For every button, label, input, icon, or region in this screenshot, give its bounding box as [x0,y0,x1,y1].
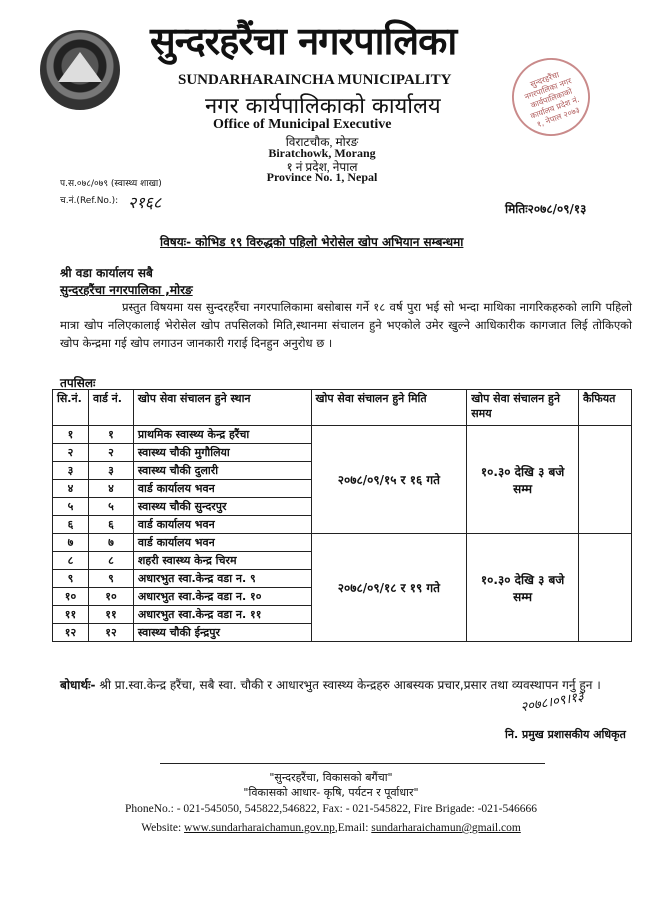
cell-time-group-2: १०.३० देखि ३ बजे सम्म [467,534,579,642]
cell-sn: ८ [53,552,89,570]
handwritten-signature: २०७८।०९।१३ [519,689,586,716]
cell-sn: ३ [53,462,89,480]
footer-divider [160,763,545,764]
header-ward: वार्ड नं. [88,390,133,426]
cell-date-group-1: २०७८/०९/१५ र १६ गते [311,426,467,534]
cell-ward: ६ [88,516,133,534]
cell-sn: ६ [53,516,89,534]
province-np: १ नं प्रदेश, नेपाल [286,160,358,174]
cell-ward: २ [88,444,133,462]
fiscal-year-label: प.स.०७८/०७९ (स्वास्थ्य शाखा) [60,179,162,189]
cell-ward: ११ [88,606,133,624]
table-row [53,426,632,444]
office-title-en: Office of Municipal Executive [213,117,392,132]
addressee-line-1: श्री वडा कार्यालय सबै [60,266,153,280]
letter-body: प्रस्तुत विषयमा यस सुन्दरहरैंचा नगरपालिकामा बसोबास गर्ने १८ वर्ष पुरा भई सो भन्दा माथिका नागरिकहरुको लागि पहिलो मात्रा खोप नलिएकालाई भेरोसेल खोप तपसिलको मिति,स्थानमा संचालन हुने भएकोले उमेर खुल्ने आधिकारीक कागजात लिई तोकिएको खोप केन्द्रमा गई खोप लगाउन जानकारी गराई दिनहुन अनुरोध छ । [60,300,632,350]
cell-place: शहरी स्वास्थ्य केन्द्र चिरम [133,552,311,570]
email-link[interactable]: sundarharaichamun@gmail.com [371,822,521,834]
vaccination-schedule-table [52,389,632,642]
cell-ward: १ [88,426,133,444]
cell-place: स्वास्थ्य चौकी दुलारी [133,462,311,480]
header-place: खोप सेवा संचालन हुने स्थान [133,390,311,426]
cell-place: अधारभुत स्वा.केन्द्र वडा न. ९ [133,570,311,588]
cell-ward: ५ [88,498,133,516]
stamp-text: सुन्दरहरैंचा नगरपालिका नगर कार्यपालिकाको कार्यालय प्रदेश नं. १, नेपाल २०७३ [523,70,581,130]
cell-place: वार्ड कार्यालय भवन [133,480,311,498]
website-label: Website: [141,822,182,834]
header-remarks: कैफियत [578,390,631,426]
cell-sn: २ [53,444,89,462]
ref-no-label: च.नं.(Ref.No.): [60,196,119,206]
municipality-title-en: SUNDARHARAINCHA MUNICIPALITY [178,72,452,88]
cell-sn: १ [53,426,89,444]
website-link[interactable]: www.sundarharaichamun.gov.np [184,822,335,834]
cell-place: स्वास्थ्य चौकी सुन्दरपुर [133,498,311,516]
cell-ward: ७ [88,534,133,552]
cell-sn: ५ [53,498,89,516]
signatory-title: नि. प्रमुख प्रशासकीय अधिकृत [505,728,626,741]
cell-sn: ११ [53,606,89,624]
cell-sn: ७ [53,534,89,552]
footer-slogan-2: "विकासको आधार- कृषि, पर्यटन र पूर्वाधार" [243,786,419,799]
cell-date-group-2: २०७८/०९/१८ र १९ गते [311,534,467,642]
addressee-line-2: सुन्दरहरैंचा नगरपालिका ,मोरङ [60,283,193,297]
cell-place: स्वास्थ्य चौकी ईन्द्रपुर [133,624,311,642]
ref-no-value: २१६८ [128,193,162,212]
cell-place: वार्ड कार्यालय भवन [133,516,311,534]
details-label: तपसिलः [60,376,96,390]
letter-date: मितिः२०७८/०९/१३ [505,202,587,216]
cell-ward: १२ [88,624,133,642]
cell-place: स्वास्थ्य चौकी मुगौलिया [133,444,311,462]
cell-time-group-1: १०.३० देखि ३ बजे सम्म [467,426,579,534]
cell-place: अधारभुत स्वा.केन्द्र वडा न. १० [133,588,311,606]
header-sn: सि.नं. [53,390,89,426]
table-row [53,534,632,552]
cell-place: अधारभुत स्वा.केन्द्र वडा न. ११ [133,606,311,624]
municipality-title-np: सुन्दरहरैंचा नगरपालिका [150,18,457,63]
nepal-emblem-logo [40,30,120,110]
cell-ward: ९ [88,570,133,588]
address-np: विराटचौक, मोरङ [285,135,359,149]
header-date: खोप सेवा संचालन हुने मिति [311,390,467,426]
header-time: खोप सेवा संचालन हुने समय [467,390,579,426]
table-header-row [53,390,632,426]
cell-ward: ८ [88,552,133,570]
province-en: Province No. 1, Nepal [266,170,378,184]
footer-slogan-1: "सुन्दरहरैंचा, विकासको बगैंचा" [269,771,393,784]
address-en: Biratchowk, Morang [268,146,376,160]
cell-ward: ३ [88,462,133,480]
cell-ward: ४ [88,480,133,498]
cell-ward: १० [88,588,133,606]
cell-place: वार्ड कार्यालय भवन [133,534,311,552]
office-title-np: नगर कार्यपालिकाको कार्यालय [205,94,441,119]
office-seal-stamp [501,47,601,147]
letter-subject: विषयः- कोभिड १९ विरुद्धको पहिलो भेरोसेल खोप अभियान सम्बन्धमा [160,235,464,249]
cell-remarks-group-1 [578,426,631,534]
copy-to-text: श्री प्रा.स्वा.केन्द्र हरैंचा, सबै स्वा. चौकी र आधारभुत स्वास्थ्य केन्द्रहरु आबस्यक प्रचार,प्रसार तथा व्यवस्थापन गर्नु हुन । [99,678,601,692]
copy-to-label: बोधार्थः- [60,678,96,692]
copy-to-note [60,676,620,695]
cell-sn: १० [53,588,89,606]
footer-contact [0,822,662,834]
footer-phone: PhoneNo.: - 021-545050, 545822,546822, Fax: - 021-545822, Fire Brigade: -021-546666 [124,803,538,815]
email-label: ,Email: [334,822,369,834]
cell-sn: ९ [53,570,89,588]
cell-sn: ४ [53,480,89,498]
cell-sn: १२ [53,624,89,642]
cell-place: प्राथमिक स्वास्थ्य केन्द्र हरैंचा [133,426,311,444]
cell-remarks-group-2 [578,534,631,642]
